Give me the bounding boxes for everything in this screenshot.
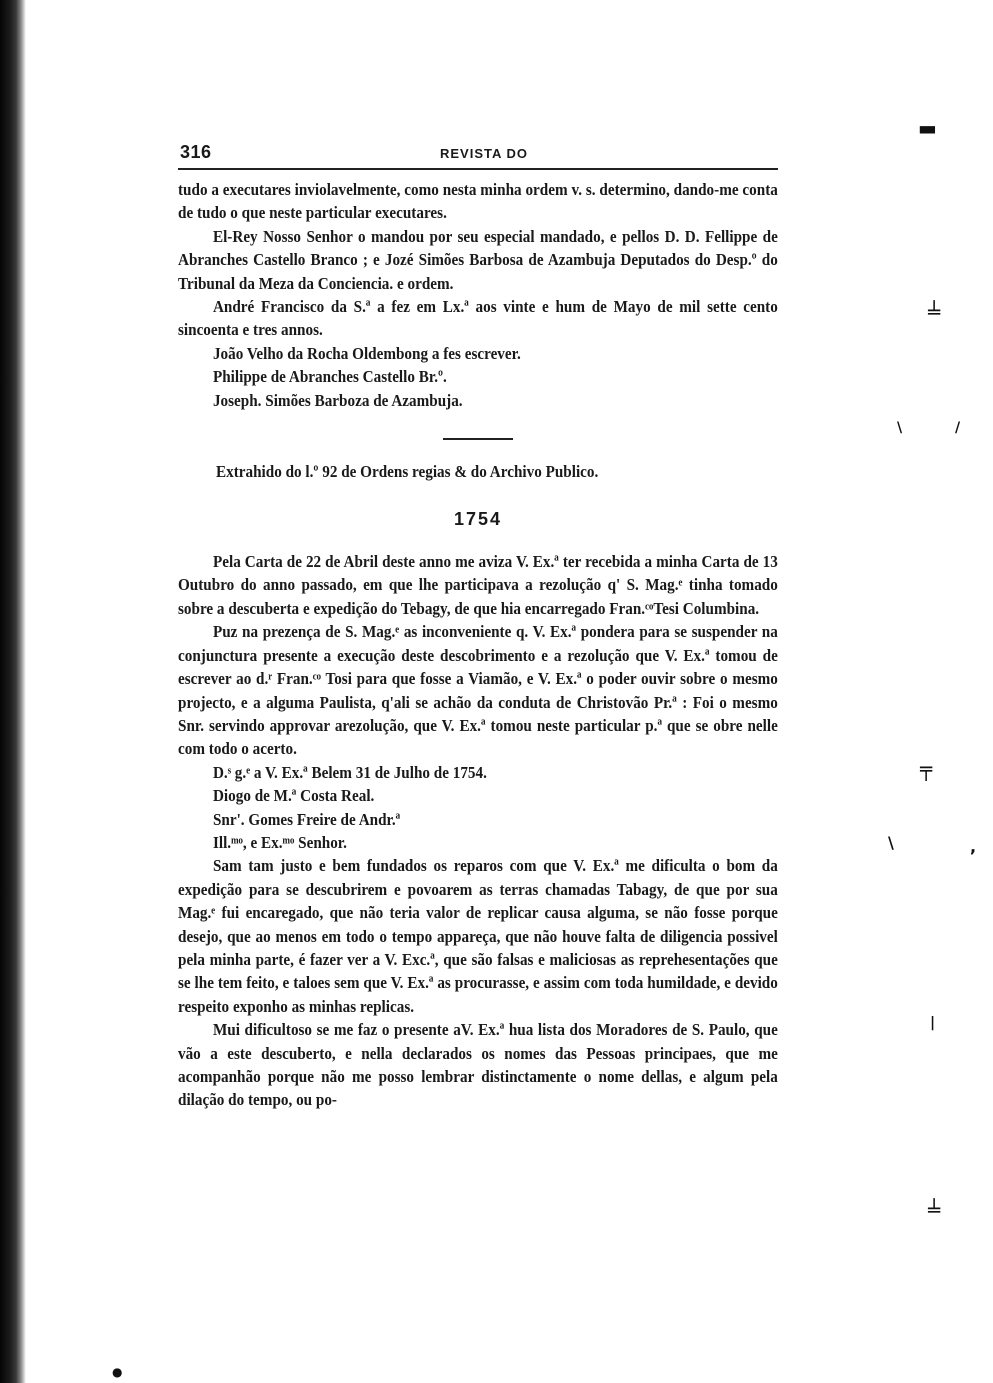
royal-mandate-paragraph: El-Rey Nosso Senhor o mandou por seu especial mandado, e pellos D. D. Fellippe de Abranches Castello Branco ; e Jozé Simões Barbosa de Azambuja Deputados do Desp.º do Tribunal da Meza da Conciencia. e ordem. xyxy=(178,226,778,293)
signature-line-3: Joseph. Simões Barboza de Azambuja. xyxy=(212,390,463,410)
page-number: 316 xyxy=(180,142,212,162)
letter-paragraph-2: Puz na prezença de S. Mag.ᵉ as inconveniente q. V. Ex.ª pondera para se suspender na conjunctura presente a execução deste descobrimento e a rezolução que V. Ex.ª tomou de escrever ao d.ʳ Fran.ᶜᵒ Tosi para que fosse a Viamão, e V. Ex.ª o poder ouvir sobre o mesmo projecto, e a alguma Paulista, q'ali se achão da conduta de Christovão Pr.ª : Foi o mesmo Snr. servindo approvar arezolução, que V. Ex.ª tomou neste particular p.ª que se obre nelle com todo o acerto. xyxy=(178,622,778,759)
letter-addressee: Snr'. Gomes Freire de Andr.ª xyxy=(212,809,401,829)
reply-paragraph-2: Mui dificultoso se me faz o presente aV. Ex.ª hua lista dos Moradores de S. Paulo, que vão a este descuberto, e nella declarados os nomes das Pessoas principaes, que me acompanhão porque não me posso lembrar distinctamente o nome dellas, e algum pela dilação do tempo, ou po- xyxy=(178,1020,778,1110)
margin-mark-2: ╧ xyxy=(928,300,941,324)
margin-mark-3: \ xyxy=(897,420,903,436)
document-page xyxy=(178,138,778,1112)
running-head xyxy=(178,138,778,168)
margin-mark-4: / xyxy=(955,420,961,436)
margin-mark-9: ╧ xyxy=(928,1198,941,1222)
scribe-date-paragraph: André Francisco da S.ª a fez em Lx.ª aos vinte e hum de Mayo de mil sette cento sincoenta e tres annos. xyxy=(178,297,778,340)
header-rule xyxy=(178,168,778,170)
letter-closing-line: D.ˢ g.ᵉ a V. Ex.ª Belem 31 de Julho de 1754. xyxy=(212,762,487,782)
letter-paragraph-1: Pela Carta de 22 de Abril deste anno me aviza V. Ex.ª ter recebida a minha Carta de 13 Outubro do anno passado, em que lhe participava a rezolução q' S. Mag.ᵉ tinha tomado sobre a descuberta e expedição do Tebagy, de que hia encarregado Fran.ᶜᵒTesi Columbina. xyxy=(178,552,778,618)
reply-salutation: Ill.ᵐᵒ, e Ex.ᵐᵒ Senhor. xyxy=(212,832,347,852)
margin-mark-10: ● xyxy=(112,1365,123,1379)
order-closing-paragraph: tudo a executares inviolavelmente, como nesta minha ordem v. s. determino, dando-me conta de tudo o que neste particular executares. xyxy=(178,180,778,223)
section-divider xyxy=(443,438,513,440)
margin-mark-1: ▬ xyxy=(918,116,937,140)
margin-mark-6: \ xyxy=(888,833,894,852)
journal-title: REVISTA DO xyxy=(440,146,529,161)
source-note: Extrahido do l.º 92 de Ordens regias & do Archivo Publico. xyxy=(216,462,599,482)
margin-mark-7: , xyxy=(970,837,977,856)
scan-binding-edge xyxy=(0,0,26,1383)
reply-paragraph-1: Sam tam justo e bem fundados os reparos com que V. Ex.ª me dificulta o bom da expedição para se descubrirem e povoarem as terras chamadas Tabagy, de que por sua Mag.ᵉ fui encaregado, que não teria valor de replicar causa alguma, se não fosse porque desejo, que ao menos em todo o tempo appareça, que não houve falta de diligencia possivel pela minha parte, é fazer ver a V. Exc.ª, que são falsas e maliciosas as reprehesentações que se lhe tem feito, e taloes sem que V. Ex.ª as procurasse, e assim com toda humildade, e devido respeito exponho as minhas replicas. xyxy=(178,856,778,1016)
letter-signature: Diogo de M.ª Costa Real. xyxy=(212,786,375,806)
margin-mark-8: | xyxy=(930,1015,936,1031)
margin-mark-5: ╤ xyxy=(920,757,933,781)
section-year-heading: 1754 xyxy=(453,509,503,530)
signature-line-1: João Velho da Rocha Oldembong a fes escrever. xyxy=(212,343,521,363)
signature-line-2: Philippe de Abranches Castello Br.º. xyxy=(212,367,447,387)
